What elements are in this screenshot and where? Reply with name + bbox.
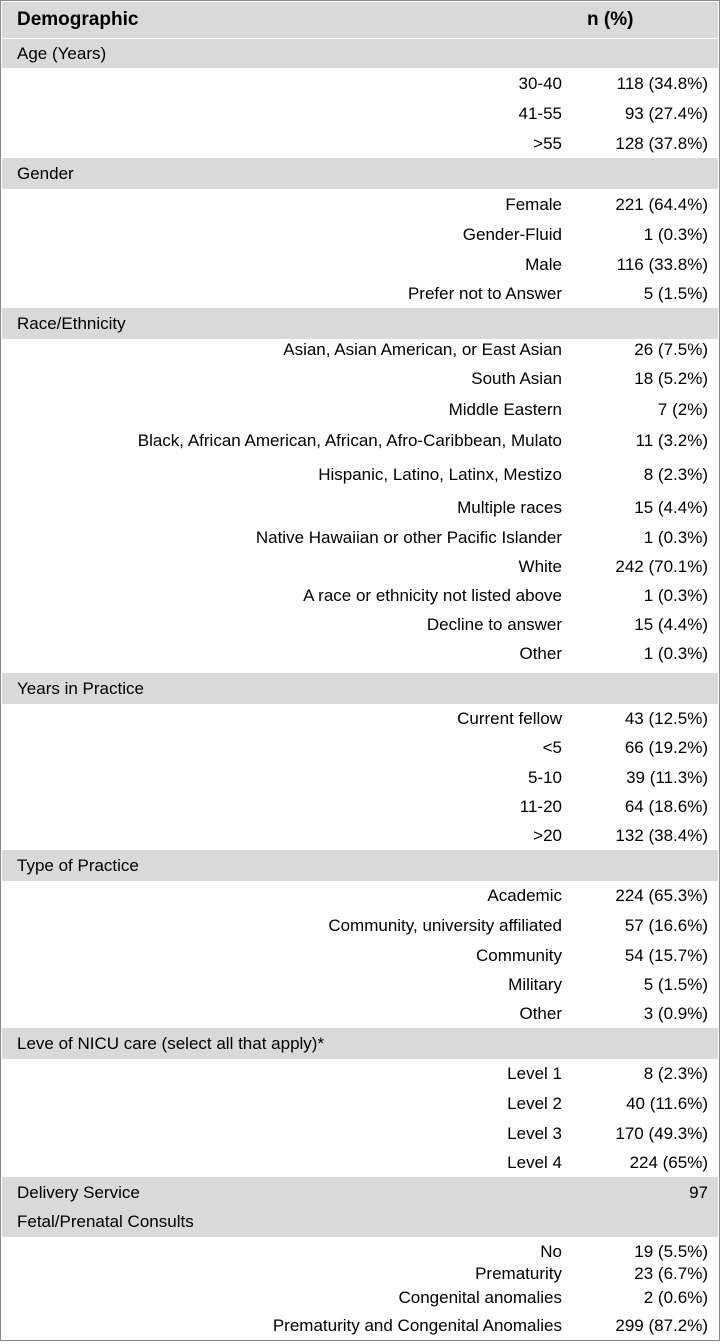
table-row bbox=[2, 733, 718, 763]
row-value: 2 (0.6%) bbox=[643, 1288, 708, 1307]
table-row bbox=[2, 1089, 718, 1119]
row-label: Community bbox=[476, 945, 562, 965]
section-title: Gender bbox=[17, 163, 74, 183]
table-row bbox=[2, 610, 718, 639]
row-value: 8 (2.3%) bbox=[643, 465, 708, 484]
row-value: 7 (2%) bbox=[657, 399, 708, 419]
row-value: 242 (70.1%) bbox=[615, 557, 708, 576]
header-n-percent: n (%) bbox=[587, 9, 634, 30]
row-value: 43 (12.5%) bbox=[624, 708, 708, 728]
section-title-delivery-service: Delivery Service bbox=[17, 1183, 140, 1202]
table-row bbox=[2, 1149, 718, 1177]
row-label: 11-20 bbox=[519, 797, 562, 816]
row-label: Prematurity bbox=[475, 1264, 562, 1283]
row-value: 132 (38.4%) bbox=[615, 826, 708, 845]
row-label: Middle Eastern bbox=[448, 399, 562, 419]
row-value: 116 (33.8%) bbox=[616, 255, 708, 274]
table-row bbox=[2, 792, 718, 822]
row-label: Female bbox=[505, 194, 562, 214]
table-row bbox=[2, 639, 718, 669]
table-row bbox=[2, 763, 718, 792]
table-row bbox=[2, 459, 718, 491]
table-row bbox=[2, 1119, 718, 1149]
table-row bbox=[2, 1285, 718, 1311]
row-label: Native Hawaiian or other Pacific Islander bbox=[255, 527, 562, 547]
row-value: 26 (7.5%) bbox=[634, 339, 708, 359]
section-title: Race/Ethnicity bbox=[17, 313, 126, 333]
row-label: Gender-Fluid bbox=[462, 225, 562, 244]
row-value: 1 (0.3%) bbox=[643, 586, 708, 605]
row-value: 1 (0.3%) bbox=[643, 644, 708, 663]
row-label: Congenital anomalies bbox=[398, 1288, 562, 1307]
table-row bbox=[2, 1261, 718, 1287]
table-row bbox=[2, 1313, 718, 1339]
table-row bbox=[2, 523, 718, 552]
table-row bbox=[2, 364, 718, 394]
section-delivery-fetal bbox=[2, 1177, 718, 1237]
row-value: 170 (49.3%) bbox=[615, 1124, 708, 1143]
row-label: Other bbox=[519, 1004, 562, 1023]
row-value: 18 (5.2%) bbox=[634, 369, 708, 388]
table-row bbox=[2, 68, 718, 99]
row-label: Community, university affiliated bbox=[328, 916, 562, 935]
table-row bbox=[2, 582, 718, 610]
table-row bbox=[2, 99, 718, 129]
row-value: 299 (87.2%) bbox=[615, 1316, 708, 1335]
table-row bbox=[2, 250, 718, 280]
row-label: 41-55 bbox=[518, 104, 562, 123]
row-label: Other bbox=[519, 644, 562, 663]
table-row bbox=[2, 335, 718, 364]
row-label: Multiple races bbox=[457, 498, 562, 517]
row-value: 224 (65%) bbox=[629, 1153, 708, 1172]
row-value: 23 (6.7%) bbox=[634, 1264, 708, 1283]
row-label: Male bbox=[525, 255, 562, 274]
section-type-of-practice bbox=[2, 850, 718, 881]
table-row bbox=[2, 129, 718, 158]
row-value: 15 (4.4%) bbox=[634, 498, 708, 517]
row-value: 8 (2.3%) bbox=[643, 1064, 708, 1083]
row-value: 118 (34.8%) bbox=[616, 73, 708, 93]
row-label: South Asian bbox=[471, 369, 562, 388]
row-label: Current fellow bbox=[457, 708, 562, 728]
table-row bbox=[2, 911, 718, 941]
row-label: Black, African American, African, Afro-Caribbean, Mulato bbox=[137, 431, 562, 450]
row-value: 128 (37.8%) bbox=[615, 133, 708, 153]
row-label: Military bbox=[508, 975, 562, 994]
table-row bbox=[2, 970, 718, 1000]
row-label: Level 2 bbox=[507, 1094, 562, 1113]
section-title: Years in Practice bbox=[17, 678, 144, 698]
section-title-fetal-consults: Fetal/Prenatal Consults bbox=[17, 1212, 194, 1231]
row-value: 40 (11.6%) bbox=[626, 1094, 708, 1113]
row-label: >20 bbox=[533, 826, 562, 845]
row-value: 54 (15.7%) bbox=[624, 945, 708, 965]
row-value: 15 (4.4%) bbox=[634, 614, 708, 634]
row-value: 93 (27.4%) bbox=[624, 104, 708, 123]
row-label: A race or ethnicity not listed above bbox=[303, 586, 562, 605]
table-row bbox=[2, 881, 718, 911]
table-row bbox=[2, 1000, 718, 1028]
row-value: 5 (1.5%) bbox=[643, 975, 708, 994]
table-row bbox=[2, 704, 718, 733]
section-nicu-care bbox=[2, 1028, 718, 1059]
row-label: Prefer not to Answer bbox=[407, 284, 562, 303]
section-age bbox=[2, 39, 718, 68]
table-row bbox=[2, 941, 718, 970]
row-label: White bbox=[518, 557, 562, 576]
table-header-row bbox=[2, 2, 718, 38]
header-demographic: Demographic bbox=[17, 9, 139, 30]
row-label: Hispanic, Latino, Latinx, Mestizo bbox=[318, 465, 562, 484]
row-label: Decline to answer bbox=[426, 614, 562, 634]
table-row bbox=[2, 425, 718, 457]
row-value: 64 (18.6%) bbox=[624, 797, 708, 816]
table-row bbox=[2, 189, 718, 220]
row-label: Asian, Asian American, or East Asian bbox=[283, 339, 562, 359]
row-value: 1 (0.3%) bbox=[643, 527, 708, 547]
row-label: Prematurity and Congenital Anomalies bbox=[272, 1316, 562, 1335]
section-title: Age (Years) bbox=[17, 43, 107, 63]
delivery-service-value: 97 bbox=[689, 1183, 708, 1202]
row-label: <5 bbox=[542, 738, 562, 757]
table-row bbox=[2, 220, 718, 250]
row-label: >55 bbox=[533, 133, 562, 153]
row-value: 1 (0.3%) bbox=[643, 225, 708, 244]
row-value: 221 (64.4%) bbox=[615, 194, 708, 214]
row-label: Academic bbox=[487, 886, 562, 905]
row-value: 19 (5.5%) bbox=[634, 1242, 708, 1261]
table-row bbox=[2, 280, 718, 308]
row-label: Level 4 bbox=[507, 1153, 562, 1172]
row-value: 3 (0.9%) bbox=[643, 1004, 708, 1023]
row-value: 5 (1.5%) bbox=[643, 284, 708, 303]
table-row bbox=[2, 493, 718, 523]
row-value: 11 (3.2%) bbox=[635, 431, 708, 450]
section-title: Leve of NICU care (select all that apply)* bbox=[17, 1033, 325, 1053]
section-title: Type of Practice bbox=[17, 855, 139, 875]
row-value: 66 (19.2%) bbox=[624, 738, 708, 757]
row-label: Level 3 bbox=[507, 1124, 562, 1143]
section-years-in-practice bbox=[2, 673, 718, 704]
row-label: No bbox=[540, 1242, 562, 1261]
row-value: 224 (65.3%) bbox=[615, 886, 708, 905]
row-label: Level 1 bbox=[507, 1064, 562, 1083]
table-row bbox=[2, 822, 718, 850]
table-row bbox=[2, 552, 718, 582]
row-label: 5-10 bbox=[527, 767, 562, 787]
table-row bbox=[2, 1059, 718, 1089]
section-gender bbox=[2, 158, 718, 189]
table-row bbox=[2, 394, 718, 425]
row-label: 30-40 bbox=[518, 73, 562, 93]
row-value: 57 (16.6%) bbox=[624, 916, 708, 935]
row-value: 39 (11.3%) bbox=[626, 767, 708, 787]
